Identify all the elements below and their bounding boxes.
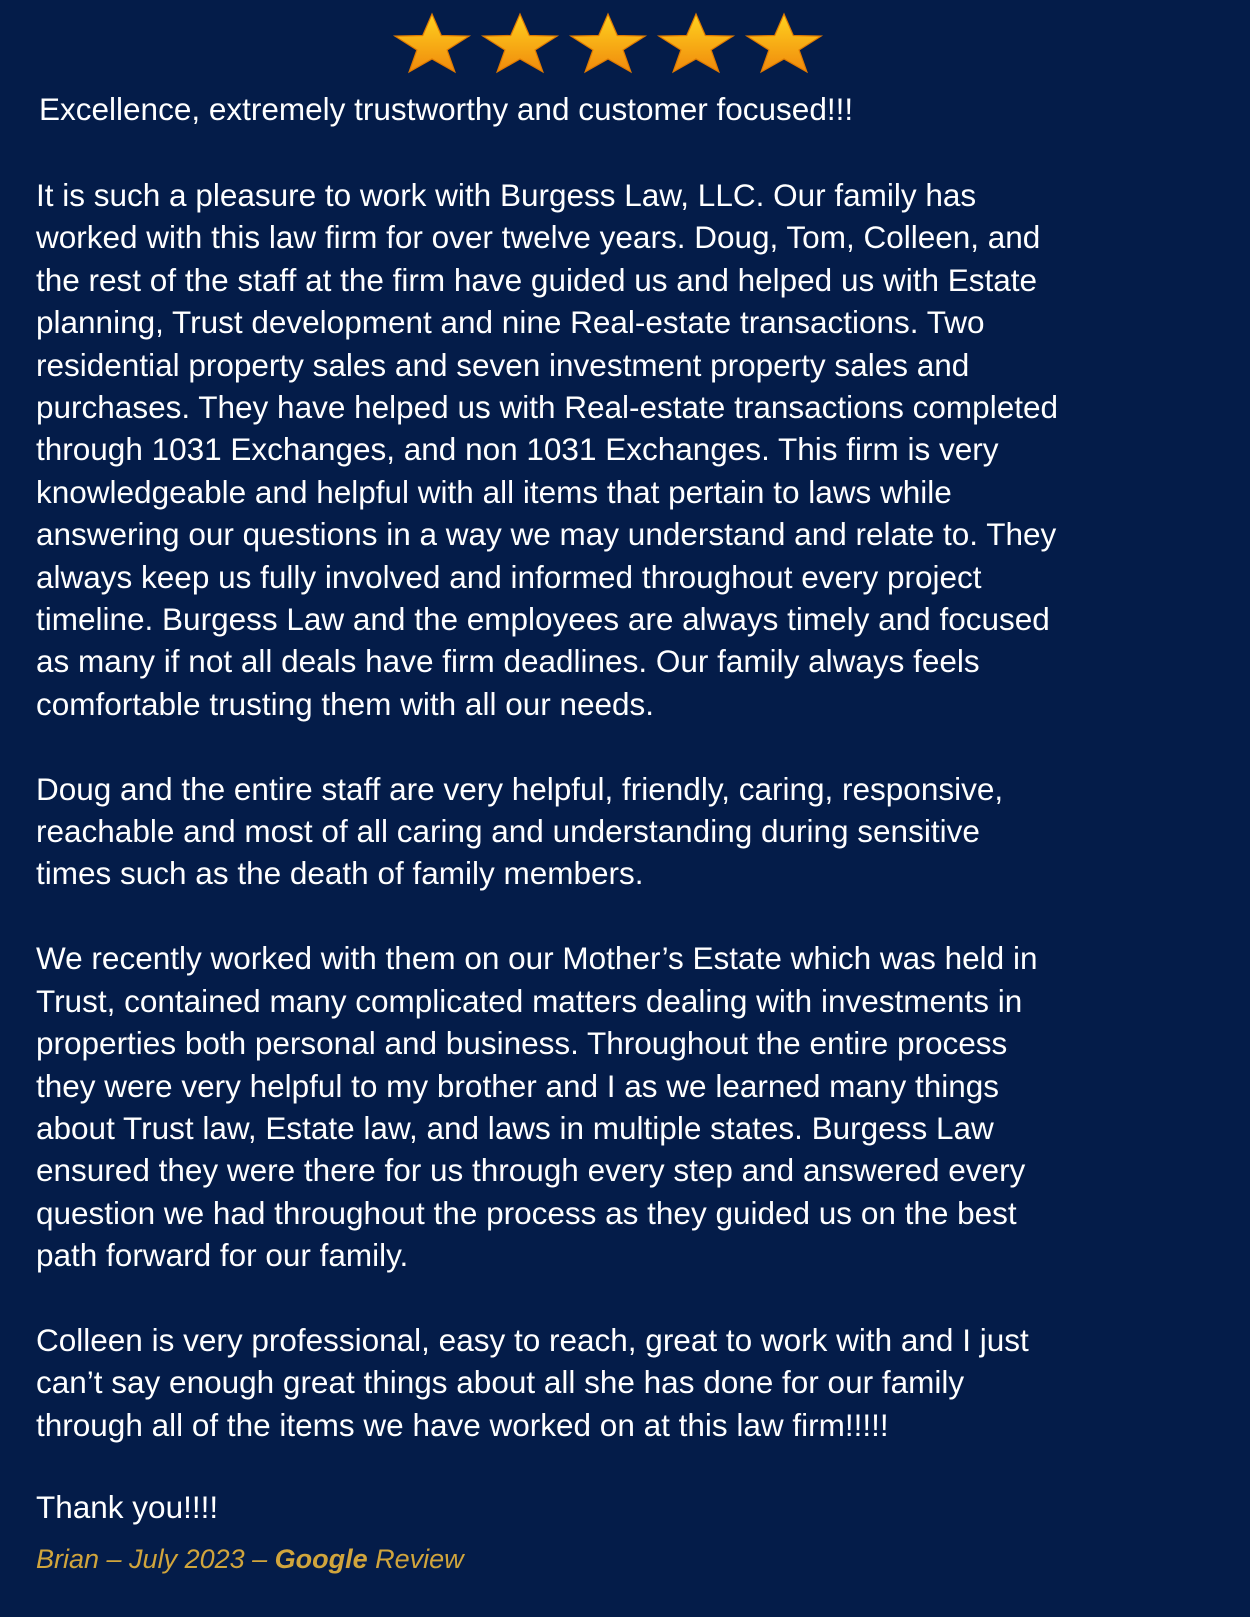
review-closing: Thank you!!!!: [36, 1489, 219, 1525]
signature-brand: Google: [274, 1544, 368, 1574]
star-icon: [388, 12, 476, 76]
review-paragraph: Colleen is very professional, easy to reach, great to work with and I just can’t say enough great things about all she has done for our family through all of the items we have worked on at this law firm!!!!!: [36, 1321, 1029, 1443]
review-paragraph: We recently worked with them on our Mother’s Estate which was held in Trust, contained many complicated matters dealing with investments in properties both personal and business. Throughout the entire process they were very helpful to my brother and I as we learned many things about Trust law, Estate law, and laws in multiple states. Burgess Law ensured they were there for us through every step and answered every question we had throughout the process as they guided us on the best path forward for our family.: [36, 940, 1038, 1274]
review-paragraph: It is such a pleasure to work with Burgess Law, LLC. Our family has worked with this law firm for over twelve years. Doug, Tom, Colleen, and the rest of the staff at the firm have guided us and helped us with Estate planning, Trust development and nine Real-estate transactions. Two residential property sales and seven investment property sales and purchases. They have helped us with Real-estate transactions completed through 1031 Exchanges, and non 1031 Exchanges. This firm is very knowledgeable and helpful with all items that pertain to laws while answering our questions in a way we may understand and relate to. They always keep us fully involved and informed throughout every project timeline. Burgess Law and the employees are always timely and focused as many if not all deals have firm deadlines. Our family always feels comfortable trusting them with all our needs.: [36, 177, 1058, 722]
signature-suffix: Review: [367, 1544, 464, 1574]
star-rating: [388, 12, 828, 76]
star-icon: [476, 12, 564, 76]
star-icon: [564, 12, 652, 76]
signature-author-date: Brian – July 2023 –: [36, 1544, 275, 1574]
review-headline: Excellence, extremely trustworthy and customer focused!!!: [39, 91, 854, 127]
star-icon: [652, 12, 740, 76]
star-icon: [740, 12, 828, 76]
review-paragraph: Doug and the entire staff are very helpful, friendly, caring, responsive, reachable and most of all caring and understanding during sensitive times such as the death of family members.: [36, 770, 1004, 892]
review-signature: [36, 1541, 464, 1577]
review-body: [36, 174, 1236, 1489]
